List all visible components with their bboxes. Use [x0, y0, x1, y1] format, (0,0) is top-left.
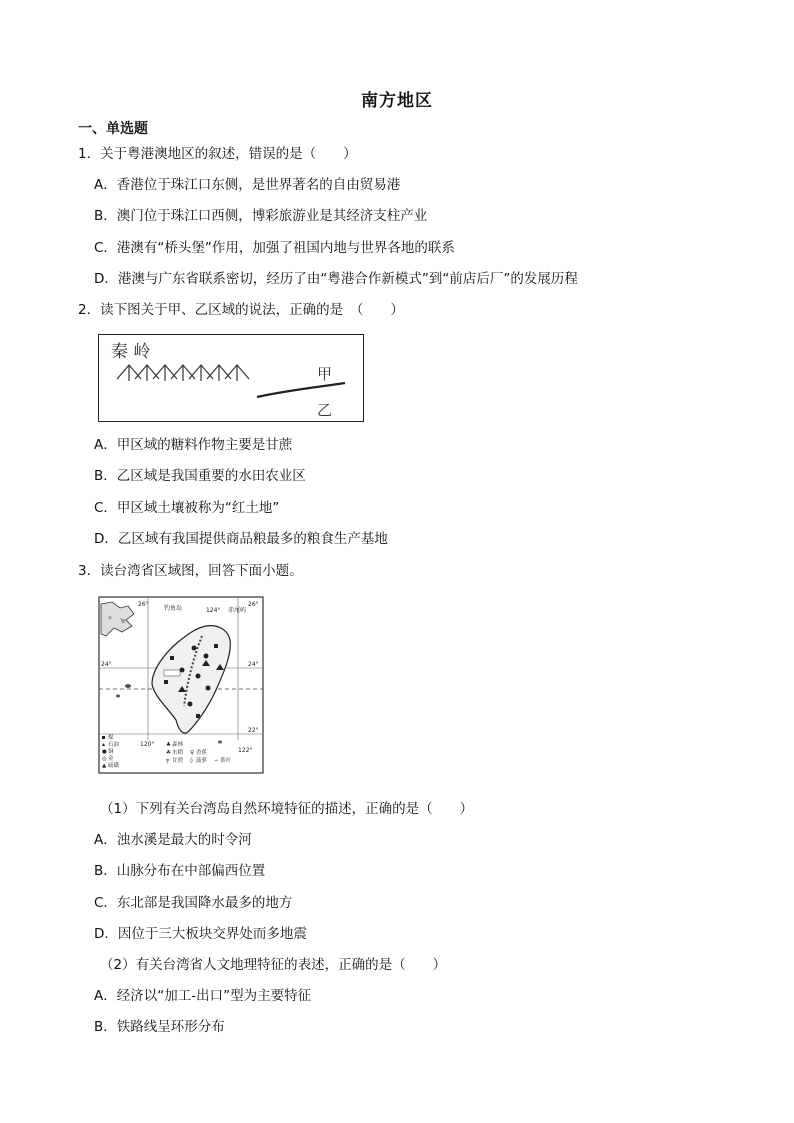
q2-stem: 2．读下图关于甲、乙区域的说法，正确的是 （ ）	[78, 302, 404, 318]
q3-sub1-option-a: A．浊水溪是最大的时令河	[94, 832, 252, 848]
svg-text:铜: 铜	[108, 749, 114, 755]
qinling-figure	[98, 334, 364, 422]
q3-sub1-option-b: B．山脉分布在中部偏西位置	[94, 863, 266, 879]
q1-option-b: B．澳门位于珠江口西侧，博彩旅游业是其经济支柱产业	[94, 208, 428, 224]
q3-sub1-option-c: C．东北部是我国降水最多的地方	[94, 895, 293, 911]
chiwei-island-label: 赤尾屿	[228, 607, 247, 614]
qinling-label: 秦 岭	[111, 342, 151, 362]
lat-22-label: 22°	[248, 727, 259, 734]
q3-sub2-option-a: A．经济以“加工-出口”型为主要特征	[94, 988, 312, 1004]
lat-26-label: 26°	[138, 601, 149, 608]
taiwan-map-svg	[98, 596, 264, 774]
q1-option-a: A．香港位于珠江口东侧，是世界著名的自由贸易港	[94, 177, 401, 193]
lat-24-label-right: 24°	[248, 661, 259, 668]
diaoyu-island-label: 钓鱼岛	[164, 605, 183, 612]
svg-text:森林: 森林	[172, 742, 184, 748]
svg-text:煤: 煤	[108, 735, 114, 741]
svg-text:◎: ◎	[102, 756, 107, 762]
lon-124-label: 124°	[206, 607, 221, 614]
svg-text:水稻: 水稻	[172, 750, 184, 756]
svg-text:菠萝: 菠萝	[196, 758, 208, 764]
qinling-figure-svg	[99, 335, 362, 420]
svg-text:硫磺: 硫磺	[108, 763, 120, 769]
yi-label: 乙	[317, 401, 333, 419]
q3-sub1-option-d: D．因位于三大板块交界处而多地震	[94, 926, 307, 942]
q3-sub2-option-b: B．铁路线呈环形分布	[94, 1019, 225, 1035]
svg-text:甘蔗: 甘蔗	[172, 758, 184, 764]
svg-text:♀: ♀	[190, 750, 195, 756]
svg-text:╤: ╤	[166, 758, 170, 764]
q1-stem: 1．关于粤港澳地区的叙述，错误的是（ ）	[78, 146, 357, 162]
svg-text:☘: ☘	[166, 750, 171, 756]
svg-text:●: ●	[102, 749, 107, 755]
svg-text:▲: ▲	[102, 763, 107, 769]
q1-option-d: D．港澳与广东省联系密切，经历了由“粤港合作新模式”到“前店后厂”的发展历程	[94, 271, 578, 287]
svg-text:◊: ◊	[190, 758, 193, 764]
lon-120-label: 120°	[140, 741, 155, 748]
q2-option-a: A．甲区域的糖料作物主要是甘蔗	[94, 437, 293, 453]
lat-24-label: 24°	[101, 661, 112, 668]
q2-option-c: C．甲区域土壤被称为“红土地”	[94, 500, 280, 516]
mountain-range-icon	[117, 365, 249, 381]
section-heading: 一、单选题	[78, 121, 148, 137]
page-title: 南方地区	[361, 91, 433, 111]
svg-text:茶叶: 茶叶	[220, 758, 232, 764]
q3-sub2-stem: （2）有关台湾省人文地理特征的表述，正确的是（ ）	[100, 957, 447, 973]
svg-text:∽: ∽	[214, 758, 219, 764]
q3-sub1-stem: （1）下列有关台湾岛自然环境特征的描述，正确的是（ ）	[100, 801, 474, 817]
svg-text:♣: ♣	[166, 742, 171, 748]
q1-option-c: C．港澳有“桥头堡”作用，加强了祖国内地与世界各地的联系	[94, 240, 455, 256]
q3-stem: 3．读台湾省区域图，回答下面小题。	[78, 563, 303, 579]
svg-text:金: 金	[108, 756, 114, 762]
q2-option-d: D．乙区域有我国提供商品粮最多的粮食生产基地	[94, 531, 388, 547]
lat-26-label-right: 26°	[248, 601, 259, 608]
svg-text:香蕉: 香蕉	[196, 750, 208, 756]
jia-label: 甲	[317, 365, 333, 383]
svg-text:石油: 石油	[108, 742, 120, 748]
boundary-line	[257, 383, 345, 397]
lon-122-label: 122°	[238, 747, 253, 754]
taiwan-map	[98, 596, 264, 774]
q2-option-b: B．乙区域是我国重要的水田农业区	[94, 468, 306, 484]
